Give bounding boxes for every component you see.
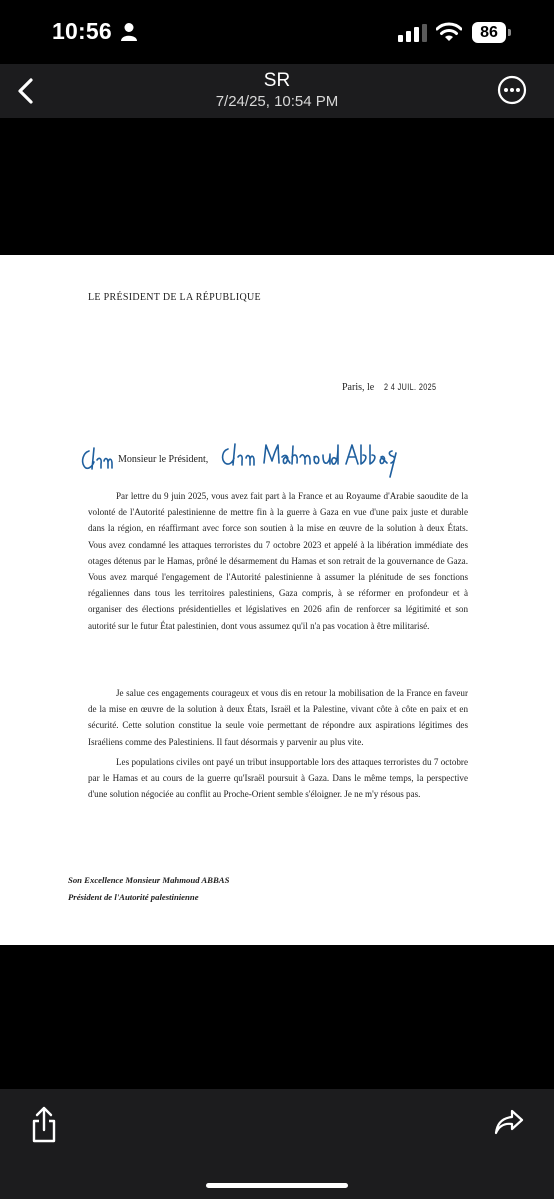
- handwritten-cher-left: [80, 447, 114, 475]
- nav-bar: [0, 64, 554, 118]
- letter-paragraph-1: Par lettre du 9 juin 2025, vous avez fait part à la France et au Royaume d'Arabie saoudite de la volonté de l'Autorité palestinienne de mettre fin à la guerre à Gaza en vue d'une paix juste et durable dans la région, en réaffirmant avec force son soutien à la mise en œuvre de la solution à deux États. Vous avez condamné les attaques terroristes du 7 octobre 2023 et appelé à la libération immédiate des otages détenus par le Hamas, prôné le désarmement du Hamas et son retrait de la gouvernance de Gaza. Vous avez marqué l'engagement de l'Autorité palestinienne à assumer la plénitude de ses fonctions régaliennes dans tous les territoires palestiniens, Gaza compris, à se réformer en profondeur et à organiser des élections présidentielles et législatives en 2026 afin de renforcer sa légitimité et son autorité sur le futur État palestinien, dont vous assumez qu'il n'a pas vocation à être militarisé.: [88, 491, 468, 631]
- home-indicator: [206, 1183, 348, 1188]
- battery-tip: [508, 29, 511, 36]
- signal-icon: [398, 24, 428, 42]
- recipient-name: Son Excellence Monsieur Mahmoud ABBAS: [68, 875, 230, 885]
- place-label: Paris, le: [342, 382, 375, 393]
- more-button[interactable]: [497, 75, 527, 105]
- share-icon: [30, 1105, 58, 1145]
- date-stamp: 2 4 JUIL. 2025: [384, 382, 437, 392]
- conversation-title: SR: [263, 70, 291, 91]
- recipient-block: [68, 872, 229, 905]
- letter-paragraph-3: Les populations civiles ont payé un tribut insupportable lors des attaques terroristes du 7 octobre par le Hamas et au cours de la guerre qu'Israël poursuit à Gaza. Dans le même temps, la perspective d'une solution négociée au conflit au Proche-Orient semble s'éloigner. Je ne m'y résous pas.: [88, 757, 468, 800]
- battery-level: 86: [472, 22, 506, 43]
- forward-icon: [494, 1107, 524, 1137]
- salutation-row: [80, 439, 400, 479]
- conversation-timestamp: 7/24/25, 10:54 PM: [215, 93, 339, 110]
- wifi-icon: [436, 22, 462, 42]
- forward-button[interactable]: [494, 1107, 524, 1137]
- letter-paragraph-2: Je salue ces engagements courageux et vous dis en retour la mobilisation de la France en faveur de la mise en œuvre de la solution à deux États, Israël et la Palestine, vivant côte à côte en paix et en sécurité. Cette solution constitue la seule voie permettant de répondre aux aspirations légitimes des Israéliens comme des Palestiniens. Il faut désormais y parvenir au plus vite.: [88, 688, 468, 747]
- letter-image[interactable]: [0, 255, 554, 945]
- bottom-toolbar: [0, 1089, 554, 1199]
- share-button[interactable]: [30, 1105, 58, 1145]
- status-time: 10:56: [52, 18, 112, 44]
- more-icon: [497, 75, 527, 105]
- battery-icon: [472, 22, 512, 43]
- greeting: Monsieur le Président,: [118, 454, 209, 465]
- handwritten-cher-mahmoud-abbas: [220, 439, 400, 479]
- person-icon: [120, 22, 138, 42]
- status-bar: [0, 0, 554, 64]
- letterhead: LE PRÉSIDENT DE LA RÉPUBLIQUE: [88, 292, 261, 303]
- recipient-title: Président de l'Autorité palestinienne: [68, 891, 199, 902]
- date-line: [342, 382, 450, 393]
